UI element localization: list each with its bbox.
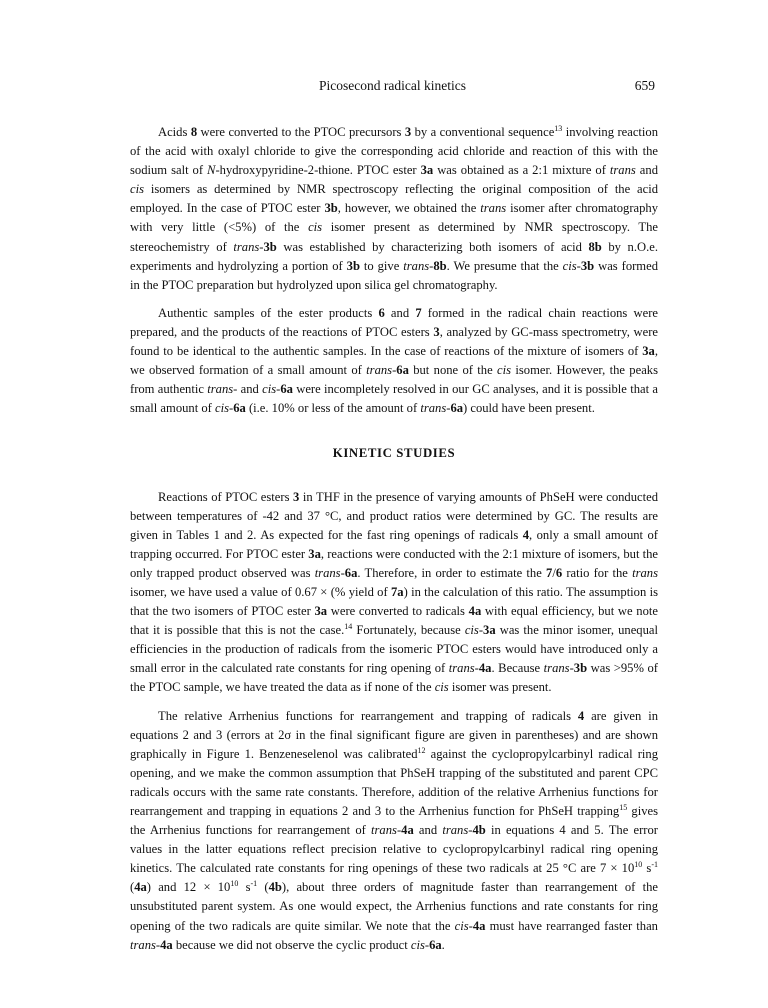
text-run: by n.O.e. experiments and hydrolyzing a portion of (130, 239, 658, 273)
italic-term: trans (632, 565, 658, 580)
text-run: - (429, 258, 434, 273)
text-run: - (424, 937, 430, 952)
text-run: Authentic samples of the ester products (158, 305, 379, 320)
superscript: 12 (417, 745, 426, 755)
running-header (130, 78, 655, 98)
article-body (130, 123, 658, 955)
italic-term: trans (314, 565, 341, 580)
text-run: - (576, 258, 581, 273)
text-run: ( (130, 880, 135, 895)
text-run: isomer. However, the peaks from authentic (130, 363, 658, 397)
text-run: and (413, 823, 443, 838)
text-run: against the cyclopropylcarbinyl radical ring opening, and we make the common assumption that PhSeH trapping of the substituted and parent CPC radicals occurs with the same rate constants. Therefore, addition of the relative Arrhenius functions for rearrangement and trapping in equations 2 and 3 to the Arrhenius function for PhSeH trapping (130, 746, 658, 818)
text-run: - (474, 661, 479, 676)
text-run: Fortunately, because (352, 623, 465, 638)
text-run: formed in the radical chain reactions were prepared, and the products of the reactions of PTOC esters (130, 305, 658, 339)
text-run: - (446, 401, 451, 416)
italic-term: cis (464, 623, 479, 638)
compound-label: 3 (433, 324, 440, 339)
compound-label: 4b (268, 880, 282, 895)
text-run: - (155, 937, 161, 952)
text-run: ) in the calculation of this ratio. The assumption is that the two isomers of PTOC ester (130, 584, 658, 619)
text-run: to give (359, 258, 404, 273)
text-run: - (340, 565, 345, 580)
compound-label: 6a (280, 382, 293, 397)
compound-label: 3a (420, 163, 434, 178)
superscript: 14 (344, 621, 353, 631)
compound-label: 6 (555, 565, 563, 580)
text-run: isomer after chromatography with very little (<5%) of the (130, 201, 659, 235)
text-run: in THF in the presence of varying amounts of PhSeH were conducted between temperatures of -42 and 37 °C, and product ratios were determined by GC. The results are given in Tables 1 and 2. As expected for the fast ring openings of radicals (130, 489, 658, 542)
text-run: s (238, 880, 251, 895)
text-run: . We presume that the (446, 258, 563, 273)
compound-label: 6a (429, 937, 442, 952)
compound-label: 8b (588, 239, 602, 254)
italic-term: cis (262, 382, 277, 397)
compound-label: 4b (472, 823, 486, 838)
compound-label: 3a (483, 623, 496, 638)
superscript: 15 (619, 802, 628, 812)
text-run: ratio for the (562, 565, 633, 580)
text-run: ), about three orders of magnitude faster than rearrangement of the unsubstituted parent system. As one would expect, the Arrhenius functions and rate constants for ring opening of the two radicals are quite similar. We note that the (130, 880, 658, 933)
compound-label: 6a (396, 363, 409, 378)
compound-label: 4 (577, 708, 585, 723)
compound-label: 3 (404, 125, 412, 139)
compound-label: 4a (134, 880, 147, 895)
text-run: ) could have been present. (463, 401, 595, 416)
italic-term: trans (448, 661, 475, 676)
text-run: - (392, 363, 397, 378)
compound-label: 3a (308, 546, 321, 561)
text-run: isomer was present. (448, 680, 552, 695)
italic-term: trans (420, 401, 447, 416)
paragraph-authentic-samples (130, 304, 658, 419)
italic-term: N (207, 163, 216, 178)
italic-term: cis (562, 258, 577, 273)
text-run: - (396, 823, 402, 838)
text-run: - (229, 401, 234, 416)
text-run: involving reaction of the acid with oxalyl chloride to give the corresponding acid chloride and reaction of this with the sodium salt of (130, 125, 658, 178)
italic-term: trans (442, 823, 469, 838)
superscript: 10 (634, 860, 643, 870)
paragraph-arrhenius (130, 707, 658, 955)
italic-term: trans (207, 382, 234, 397)
text-run: ) and 12 × 10 (146, 880, 231, 895)
text-run: , analyzed by GC-mass spectrometry, were found to be identical to the authentic samples. In the case of reactions of the mixture of isomers of (130, 324, 658, 359)
compound-label: 3a (642, 344, 655, 359)
superscript: 13 (554, 123, 563, 133)
text-run: The relative Arrhenius functions for rearrangement and trapping of radicals (158, 708, 578, 723)
compound-label: 3b (324, 201, 338, 216)
compound-label: 8 (190, 125, 198, 139)
text-run: were converted to the PTOC precursors (197, 125, 405, 139)
italic-term: trans (403, 258, 430, 273)
text-run: was obtained as a 2:1 mixture of (433, 163, 610, 178)
compound-label: 3 (293, 489, 300, 504)
running-title: Picosecond radical kinetics (319, 78, 466, 93)
italic-term: cis (215, 401, 229, 416)
text-run: , however, we obtained the (337, 201, 481, 216)
text-run: -hydroxypyridine-2-thione. PTOC ester (215, 163, 421, 178)
text-run: Acids (158, 125, 191, 139)
italic-term: cis (410, 937, 425, 952)
text-run: - (478, 623, 484, 638)
paragraph-ptoc-synthesis (130, 123, 658, 295)
text-run: isomer, we have used a value of 0.67 × (% yield of (130, 584, 391, 599)
text-run: isomer present as determined by NMR spectroscopy. The stereochemistry of (130, 220, 658, 254)
text-run: was formed in the PTOC preparation but hydrolyzed upon silica gel chromatography. (130, 258, 658, 292)
text-run: gives the Arrhenius functions for rearrangement of (130, 804, 659, 838)
text-run: are given in equations 2 and 3 (errors at 2σ in the final significant figure are given in parentheses) and are shown graphically in Figure 1. Benzeneselenol was calibrated (130, 708, 658, 761)
italic-term: trans (609, 163, 636, 178)
text-run: were converted to radicals (327, 604, 469, 619)
text-run: Reactions of PTOC esters (158, 489, 294, 504)
italic-term: trans (366, 363, 393, 378)
text-run: / (552, 565, 556, 580)
text-run: by a conventional sequence (411, 125, 555, 139)
text-run: - (276, 382, 281, 397)
italic-term: trans (480, 201, 507, 216)
compound-label: 4a (468, 604, 482, 619)
text-run: ( (257, 880, 269, 895)
text-run: . Therefore, in order to estimate the (357, 565, 547, 580)
text-run: with equal efficiency, but we note that it is possible that this is not the case. (130, 604, 658, 638)
italic-term: cis (454, 918, 469, 933)
text-run: . Because (491, 661, 544, 676)
text-run: must have rearranged faster than (485, 918, 658, 933)
compound-label: 7 (415, 305, 422, 320)
text-run: (i.e. 10% or less of the amount of (245, 401, 421, 416)
text-run: , only a small amount of trapping occurred. For PTOC ester (130, 527, 658, 561)
text-run: and (635, 163, 658, 178)
compound-label: 3b (263, 239, 277, 254)
text-run: because we did not observe the cyclic product (172, 937, 411, 952)
text-run: - and (233, 382, 263, 397)
compound-label: 6 (378, 305, 385, 320)
compound-label: 3b (573, 661, 588, 676)
italic-term: trans (233, 239, 260, 254)
compound-label: 3b (346, 258, 360, 273)
compound-label: 6a (233, 401, 246, 416)
italic-term: trans (371, 823, 397, 838)
text-run: was >95% of the PTOC sample, we have treated the data as if none of the (130, 661, 658, 695)
text-run: in equations 4 and 5. The error values in the latter equations reflect precision relative to cyclopropylcarbinyl radical ring opening kinetics. The calculated rate constants for ring openings of these two radicals at 25 °C are 7 × 10 (130, 823, 658, 876)
page-number: 659 (634, 78, 655, 93)
text-run: was established by characterizing both isomers of acid (276, 239, 589, 254)
superscript: -1 (651, 860, 658, 870)
superscript: -1 (250, 879, 258, 889)
text-run: - (569, 661, 574, 676)
italic-term: cis (434, 680, 449, 695)
paragraph-gap (130, 295, 658, 304)
text-run: , we observed formation of a small amount of (130, 344, 658, 378)
italic-term: cis (497, 363, 512, 378)
italic-term: cis (308, 220, 323, 235)
text-run: isomers as determined by NMR spectroscopy reflecting the original composition of the acid employed. In the case of PTOC ester (130, 182, 658, 216)
compound-label: 4a (478, 661, 492, 676)
text-run: was the minor isomer, unequal efficiencies in the production of radicals from the isomeric PTOC esters would have introduced only a small error in the calculated rate constants for ring opening of (130, 623, 658, 676)
text-run: but none of the (408, 363, 498, 378)
text-run: were incompletely resolved in our GC analyses, and it is possible that a small amount of (130, 382, 658, 416)
compound-label: 3a (314, 604, 328, 619)
compound-label: 8b (433, 258, 447, 273)
compound-label: 3b (580, 258, 595, 273)
italic-term: trans (130, 937, 156, 952)
compound-label: 7a (390, 584, 404, 599)
italic-term: trans (543, 661, 570, 676)
text-run: - (468, 823, 473, 838)
text-run: . (441, 937, 445, 952)
compound-label: 7 (546, 565, 553, 580)
paragraph-reactions (130, 488, 658, 698)
text-run: - (468, 918, 473, 933)
text-run: , reactions were conducted with the 2:1 mixture of isomers, but the only trapped product observed was (130, 546, 659, 580)
text-run: s (642, 861, 652, 876)
compound-label: 6a (450, 401, 464, 416)
text-run: and (384, 305, 416, 320)
superscript: 10 (230, 879, 239, 889)
compound-label: 4 (522, 527, 530, 542)
compound-label: 4a (472, 918, 486, 933)
section-heading: KINETIC STUDIES (332, 446, 456, 461)
compound-label: 6a (344, 565, 358, 580)
compound-label: 4a (401, 823, 414, 838)
compound-label: 4a (160, 937, 173, 952)
text-run: - (259, 239, 264, 254)
paragraph-gap (130, 698, 658, 707)
italic-term: cis (130, 182, 144, 197)
